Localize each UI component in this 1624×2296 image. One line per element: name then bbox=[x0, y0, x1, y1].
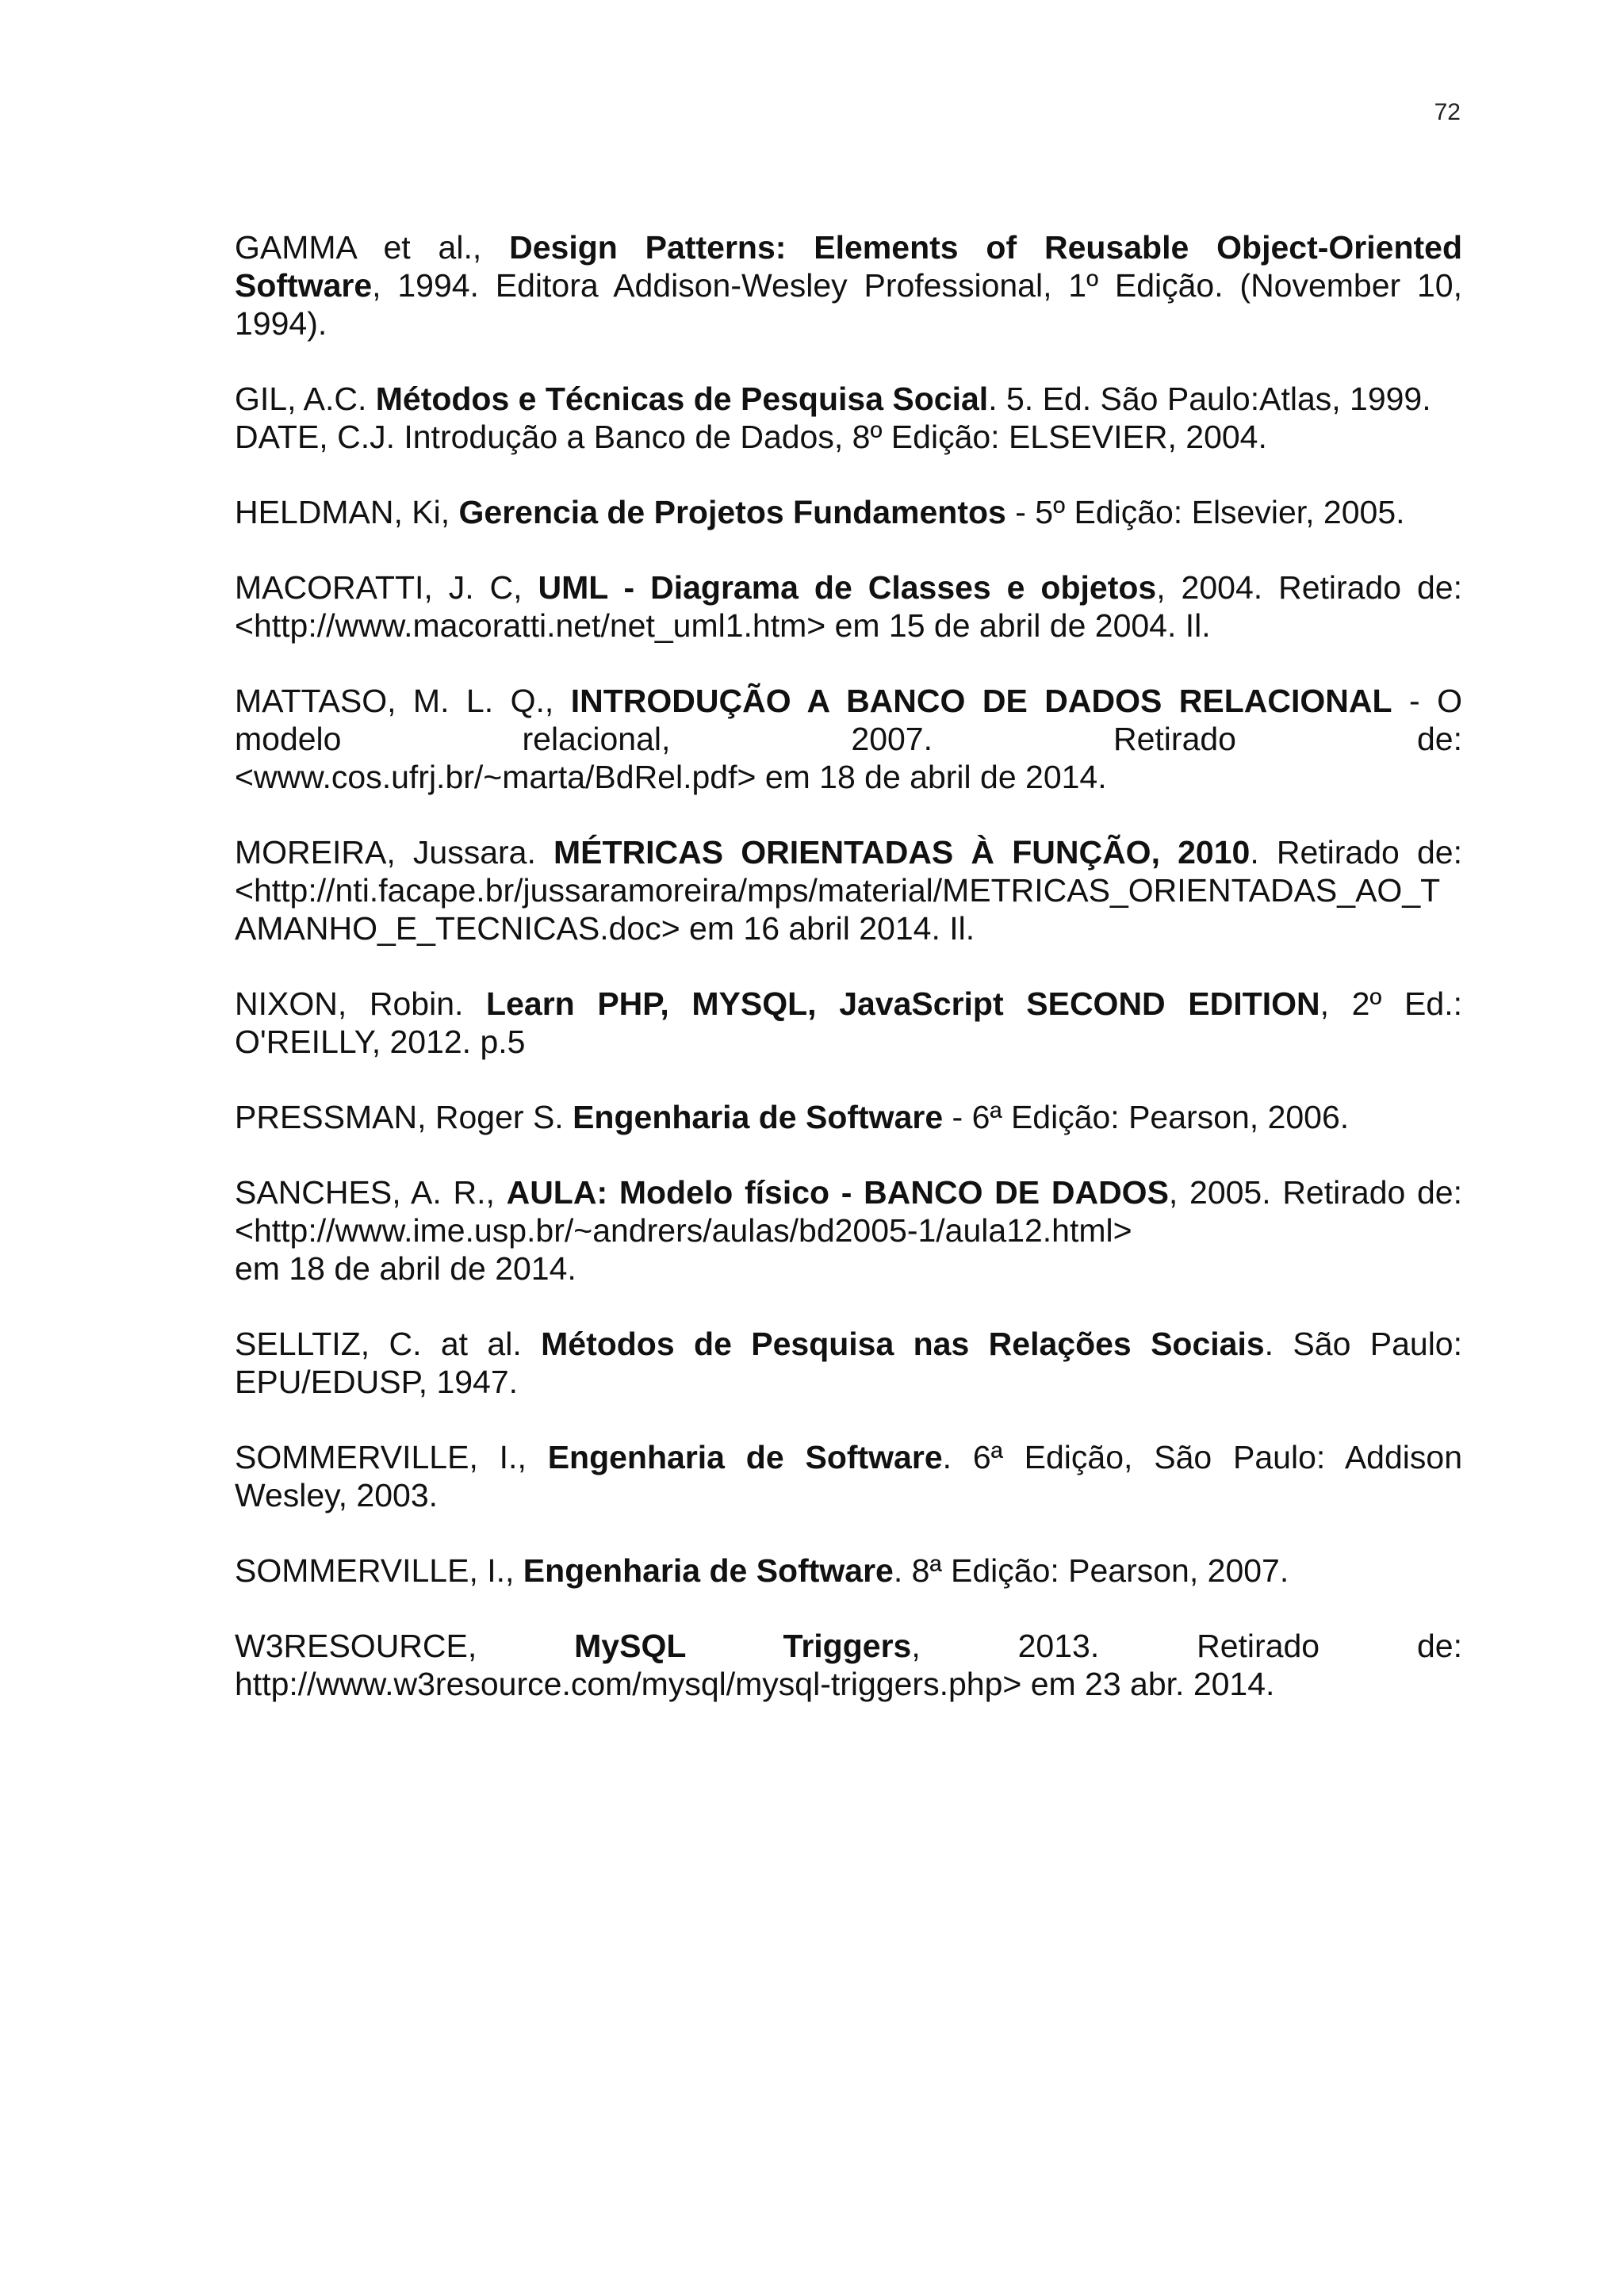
reference-details: . 6ª Edição, São Paulo: Addison Wesley, 2003. bbox=[235, 1439, 1463, 1513]
reference-pressman bbox=[235, 1098, 1462, 1136]
reference-line bbox=[235, 1627, 1462, 1665]
reference-title: MÉTRICAS ORIENTADAS À FUNÇÃO, 2010 bbox=[553, 834, 1251, 871]
reference-list bbox=[235, 228, 1462, 1740]
reference-authors: SELLTIZ, C. at al. bbox=[235, 1326, 542, 1362]
reference-details: . São Paulo: EPU/EDUSP, 1947. bbox=[235, 1326, 1463, 1400]
reference-authors: MOREIRA, Jussara. bbox=[235, 834, 553, 871]
reference-title: Gerencia de Projetos Fundamentos bbox=[458, 494, 1006, 530]
reference-authors: SOMMERVILLE, I., bbox=[235, 1552, 523, 1589]
reference-nixon bbox=[235, 985, 1462, 1061]
reference-title: INTRODUÇÃO A BANCO DE DADOS RELACIONAL bbox=[570, 683, 1392, 719]
reference-authors: SOMMERVILLE, I., bbox=[235, 1439, 548, 1475]
page-number: 72 bbox=[1434, 99, 1461, 125]
reference-line: modelo relacional, 2007. Retirado de: bbox=[235, 721, 1462, 757]
reference-sanches bbox=[235, 1173, 1462, 1288]
reference-title: MySQL Triggers bbox=[574, 1628, 912, 1664]
reference-heldman bbox=[235, 493, 1462, 531]
reference-sommerville-2003 bbox=[235, 1438, 1462, 1514]
reference-title: Engenharia de Software bbox=[523, 1552, 894, 1589]
reference-authors: MACORATTI, J. C, bbox=[235, 569, 538, 606]
reference-authors: MATTASO, M. L. Q., bbox=[235, 683, 571, 719]
reference-details: , 2005. Retirado de: bbox=[1168, 1174, 1462, 1211]
reference-sommerville-2007 bbox=[235, 1552, 1462, 1590]
reference-details: . Retirado de: bbox=[1250, 834, 1462, 871]
reference-authors: HELDMAN, Ki, bbox=[235, 494, 459, 530]
reference-line bbox=[235, 833, 1462, 871]
reference-title: Métodos e Técnicas de Pesquisa Social bbox=[375, 381, 989, 417]
reference-text: DATE, C.J. Introdução a Banco de Dados, 8º Edição: ELSEVIER, 2004. bbox=[235, 419, 1267, 455]
reference-macoratti bbox=[235, 568, 1462, 645]
reference-details: , 1994. Editora Addison-Wesley Professional, 1º Edição. (November 10, 1994). bbox=[235, 267, 1462, 342]
reference-selltiz bbox=[235, 1325, 1462, 1401]
reference-line: <http://nti.facape.br/jussaramoreira/mps/material/METRICAS_ORIENTADAS_AO_T bbox=[235, 872, 1441, 909]
reference-title: Métodos de Pesquisa nas Relações Sociais bbox=[541, 1326, 1265, 1362]
reference-title: Engenharia de Software bbox=[573, 1099, 944, 1135]
reference-title: Learn PHP, MYSQL, JavaScript SECOND EDITION bbox=[486, 985, 1320, 1022]
reference-mattaso bbox=[235, 682, 1462, 796]
reference-date bbox=[235, 418, 1462, 456]
reference-title: Engenharia de Software bbox=[547, 1439, 943, 1475]
reference-title: AULA: Modelo físico - BANCO DE DADOS bbox=[506, 1174, 1169, 1211]
reference-details: . 5. Ed. São Paulo:Atlas, 1999. bbox=[988, 381, 1431, 417]
reference-line: em 18 de abril de 2014. bbox=[235, 1250, 576, 1287]
reference-details: , 2º Ed.: O'REILLY, 2012. p.5 bbox=[235, 985, 1462, 1060]
reference-authors: SANCHES, A. R., bbox=[235, 1174, 507, 1211]
reference-line bbox=[235, 682, 1462, 720]
reference-line: AMANHO_E_TECNICAS.doc> em 16 abril 2014. Il. bbox=[235, 910, 975, 947]
reference-title: UML - Diagrama de Classes e objetos bbox=[538, 569, 1157, 606]
reference-details: . 8ª Edição: Pearson, 2007. bbox=[893, 1552, 1289, 1589]
reference-details: , 2004. Retirado de: <http://www.macoratti.net/net_uml1.htm> em 15 de abril de 2004. Il. bbox=[235, 569, 1462, 644]
reference-details: - 5º Edição: Elsevier, 2005. bbox=[1005, 494, 1405, 530]
reference-authors: PRESSMAN, Roger S. bbox=[235, 1099, 573, 1135]
reference-authors: GIL, A.C. bbox=[235, 381, 376, 417]
reference-w3resource bbox=[235, 1627, 1462, 1703]
reference-gil bbox=[235, 380, 1462, 418]
reference-details: - O bbox=[1392, 683, 1462, 719]
reference-title: Design Patterns: Elements of Reusable Object-Oriented Software bbox=[235, 229, 1462, 304]
reference-authors: NIXON, Robin. bbox=[235, 985, 487, 1022]
reference-details: - 6ª Edição: Pearson, 2006. bbox=[943, 1099, 1350, 1135]
reference-moreira bbox=[235, 833, 1462, 947]
reference-line: http://www.w3resource.com/mysql/mysql-triggers.php> em 23 abr. 2014. bbox=[235, 1666, 1275, 1702]
reference-authors: GAMMA et al., bbox=[235, 229, 510, 266]
reference-details: , 2013. Retirado de: bbox=[911, 1628, 1462, 1664]
reference-line: <http://www.ime.usp.br/~andrers/aulas/bd2005-1/aula12.html> bbox=[235, 1212, 1132, 1249]
reference-line bbox=[235, 1173, 1462, 1211]
reference-gamma bbox=[235, 228, 1462, 342]
reference-line: <www.cos.ufrj.br/~marta/BdRel.pdf> em 18 de abril de 2014. bbox=[235, 759, 1107, 795]
reference-authors: W3RESOURCE, bbox=[235, 1628, 575, 1664]
